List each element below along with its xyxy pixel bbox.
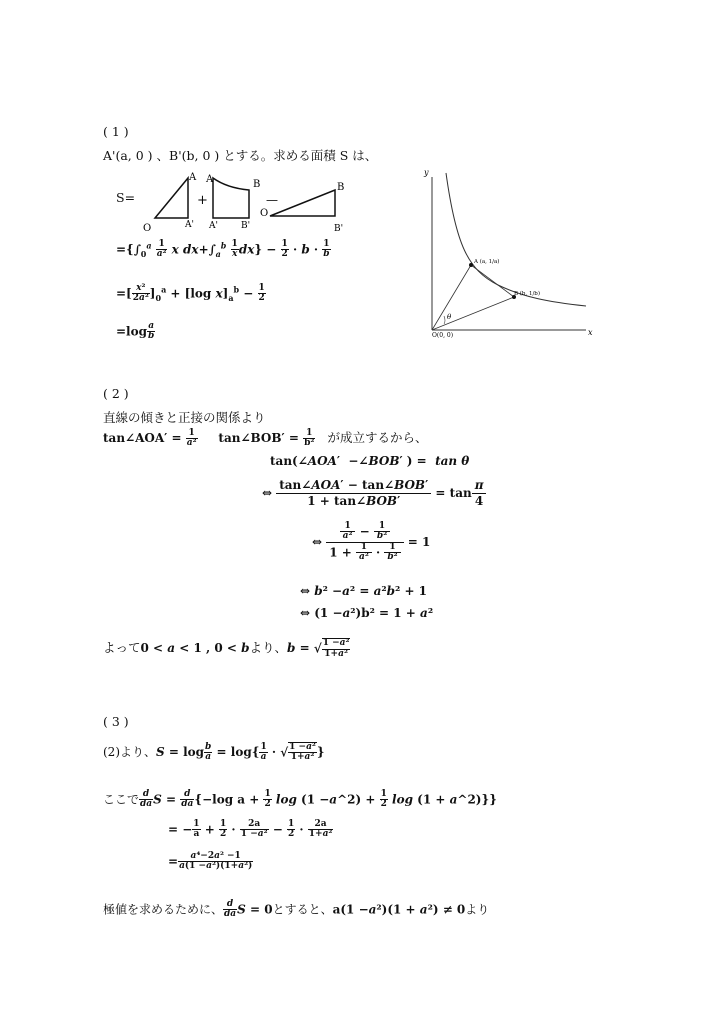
s2-line-5: ⇔ $\frac{1}{\text{a²}}$ − $\frac{1}{\text{b²}}$ 1 + $\frac{1}{\text{a²}}$ · $\frac{1}{\text{b²}}$ = 1 (312, 521, 431, 563)
fig-label-a1: A (189, 172, 197, 183)
s1-equation-line-1: $=\{\int_0^a$ $\frac{1}{\text{a²}}$ x $dx+\int_a^b$ $\frac{1}{x}$ dx} − $\frac{1}{2}$ · b · $\frac{1}{b}$ (116, 239, 330, 260)
fig-label-ap1: A' (185, 220, 194, 230)
curved-region-shape (213, 178, 249, 218)
hyperbola-graph (418, 165, 598, 345)
minus-sign: — (266, 193, 278, 207)
s2-line-3: tan(∠AOA′ −∠BOB′ ) = tan θ (270, 454, 470, 468)
point-b-label: B (b, 1/b) (514, 291, 540, 297)
fig-label-o1: O (143, 223, 152, 234)
s2-line-8: よって0 < a < 1 , 0 < bより、b = √ $\frac{\text{1 −a²}}{\text{1+a²}}$ (103, 638, 350, 659)
triangle-oaa-shape (155, 178, 188, 218)
s2-line-7: ⇔ (1 −a²)b² = 1 + a² (300, 606, 434, 620)
point-a-marker (469, 263, 473, 267)
section-2-heading: ( 2 ) (103, 386, 129, 401)
s-equals-label: S= (116, 190, 136, 205)
fig-label-bp2: B' (241, 221, 251, 231)
s3-line-2: ここで $\frac{d}{da}$ S = $\frac{d}{da}$ {−log a + $\frac{1}{2}$ log (1 −a^2) + $\frac{1}{2}$ log (1 + a^2)}} (103, 789, 497, 810)
segment-ob (432, 297, 514, 330)
s3-line-5: 極値を求めるために、 $\frac{d}{da}$ S = 0とすると、a(1 −a²)(1 + a²) ≠ 0より (103, 899, 490, 920)
s1-equation-line-2: =[ $\frac{\text{x²}}{\text{2a²}}$ ]$_0^a + [\log$ $x]_a^b$ − $\frac{1}{2}$ (116, 283, 265, 304)
s2-line-4: ⇔ tan∠AOA′ − tan∠BOB′ 1 + tan∠BOB′ = tan $\frac{\pi}{4}$ (262, 478, 486, 509)
fig-label-b3: B (337, 182, 345, 193)
fig-label-bp3: B' (334, 224, 344, 234)
s3-line-1: (2)より、S = log $\frac{b}{a}$ = log{ $\frac{1}{a}$ · √ $\frac{\text{1 −a²}}{\text{1+a²}}$ } (103, 741, 325, 763)
fig-label-b2: B (253, 179, 261, 190)
s2-line-1: 直線の傾きと正接の関係より (103, 410, 266, 425)
triangle-obb-shape (270, 190, 335, 216)
section-1-intro: A'(a, 0 ) 、B'(b, 0 ) とする。求める面積 S は、 (103, 148, 378, 163)
s3-line-3: = − $\frac{1}{a}$ + $\frac{1}{2}$ · $\frac{2a}{\text{1 −a²}}$ − $\frac{1}{2}$ · $\frac{2a}{\text{1+a²}}$ (168, 819, 333, 840)
s1-equation-line-3: =log $\frac{a}{b}$ (116, 321, 155, 342)
section-3-heading: ( 3 ) (103, 714, 129, 729)
fig-label-ap2: A' (209, 221, 218, 231)
plus-sign: + (197, 193, 208, 208)
area-decomposition-figure (135, 168, 355, 236)
theta-arc (444, 316, 445, 324)
origin-label: O(0, 0) (432, 332, 454, 339)
segment-oa (432, 265, 471, 330)
x-axis-label: x (588, 328, 593, 337)
section-1-heading: ( 1 ) (103, 124, 129, 139)
fig-label-o3: O (260, 208, 269, 219)
hyperbola-curve (446, 173, 586, 306)
point-a-label: A (a, 1/a) (474, 259, 500, 265)
y-axis-label: y (424, 168, 429, 177)
segment-ab (471, 265, 514, 297)
s2-line-6: ⇔ b² −a² = a²b² + 1 (300, 584, 428, 598)
theta-label: θ (447, 313, 452, 321)
fig-label-a2: A (206, 174, 214, 185)
s3-line-4: = $\frac{\text{a⁴−2a² −1}}{\text{a(1 −a²)(1+a²)}}$ (168, 851, 253, 872)
s2-line-2: tan∠AOA′ = $\frac{1}{\text{a²}}$ tan∠BOB′ = $\frac{1}{\text{b²}}$ が成立するから、 (103, 427, 428, 448)
